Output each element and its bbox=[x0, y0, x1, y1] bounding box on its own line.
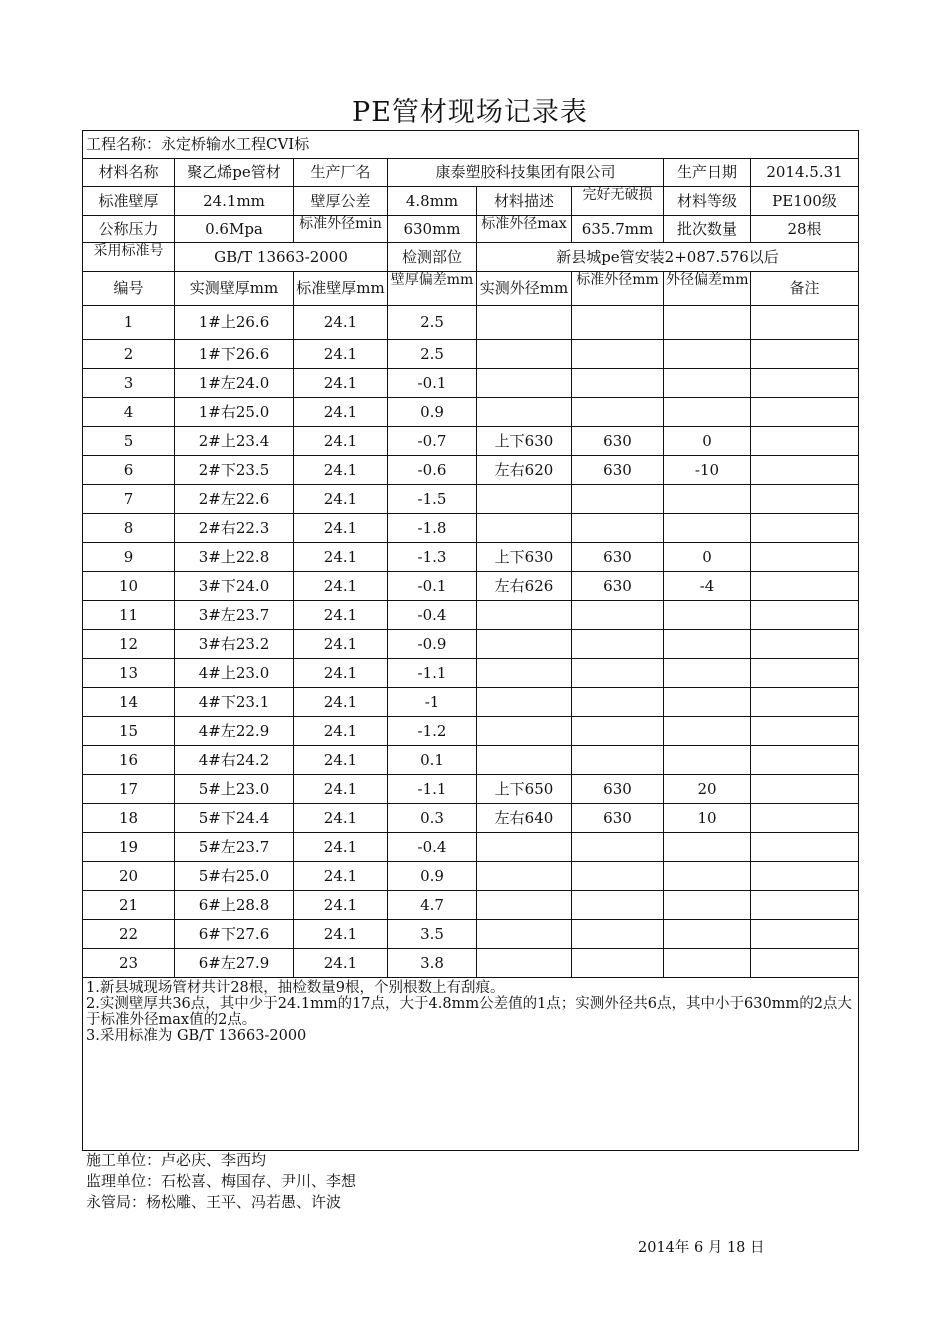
cell-remarks bbox=[751, 804, 859, 833]
cell-od-deviation bbox=[664, 891, 751, 920]
table-row bbox=[83, 543, 859, 572]
table-row bbox=[83, 659, 859, 688]
cell-std-wall: 24.1 bbox=[294, 949, 388, 978]
cell-measured-od bbox=[477, 862, 572, 891]
cell-wall-deviation: -1.1 bbox=[388, 659, 477, 688]
cell-std-od bbox=[572, 862, 664, 891]
cell-wall-deviation: 3.5 bbox=[388, 920, 477, 949]
cell-measured-od bbox=[477, 398, 572, 427]
od-min: 630mm bbox=[388, 216, 477, 243]
cell-od-deviation: 20 bbox=[664, 775, 751, 804]
cell-measured-wall: 6#上28.8 bbox=[175, 891, 294, 920]
cell-measured-wall: 3#右23.2 bbox=[175, 630, 294, 659]
cell-std-wall: 24.1 bbox=[294, 369, 388, 398]
cell-no: 1 bbox=[83, 306, 175, 340]
manufacturer: 康泰塑胶科技集团有限公司 bbox=[388, 159, 664, 187]
cell-no: 14 bbox=[83, 688, 175, 717]
cell-std-wall: 24.1 bbox=[294, 427, 388, 456]
cell-std-od bbox=[572, 920, 664, 949]
cell-std-od: 630 bbox=[572, 543, 664, 572]
cell-no: 13 bbox=[83, 659, 175, 688]
pressure: 0.6Mpa bbox=[175, 216, 294, 243]
header-no: 编号 bbox=[83, 272, 175, 306]
cell-measured-wall: 4#左22.9 bbox=[175, 717, 294, 746]
cell-no: 18 bbox=[83, 804, 175, 833]
cell-std-wall: 24.1 bbox=[294, 717, 388, 746]
table-row bbox=[83, 369, 859, 398]
cell-measured-od bbox=[477, 746, 572, 775]
cell-std-wall: 24.1 bbox=[294, 862, 388, 891]
cell-no: 7 bbox=[83, 485, 175, 514]
table-row bbox=[83, 688, 859, 717]
cell-od-deviation bbox=[664, 630, 751, 659]
cell-no: 20 bbox=[83, 862, 175, 891]
cell-wall-deviation: 2.5 bbox=[388, 306, 477, 340]
cell-measured-wall: 1#上26.6 bbox=[175, 306, 294, 340]
cell-std-od: 630 bbox=[572, 572, 664, 601]
cell-std-od bbox=[572, 306, 664, 340]
cell-std-od: 630 bbox=[572, 427, 664, 456]
note-1: 1.新县城现场管材共计28根，抽检数量9根，个别根数上有刮痕。 bbox=[86, 980, 505, 996]
table-row bbox=[83, 427, 859, 456]
cell-std-wall: 24.1 bbox=[294, 804, 388, 833]
cell-wall-deviation: -1 bbox=[388, 688, 477, 717]
signature-section bbox=[86, 1150, 356, 1213]
wall-tol-label: 壁厚公差 bbox=[294, 187, 388, 216]
standard: GB/T 13663-2000 bbox=[175, 243, 388, 272]
cell-wall-deviation: 0.1 bbox=[388, 746, 477, 775]
cell-remarks bbox=[751, 833, 859, 862]
cell-no: 8 bbox=[83, 514, 175, 543]
cell-remarks bbox=[751, 891, 859, 920]
cell-no: 17 bbox=[83, 775, 175, 804]
location-label: 检测部位 bbox=[388, 243, 477, 272]
table-row bbox=[83, 920, 859, 949]
cell-measured-wall: 4#下23.1 bbox=[175, 688, 294, 717]
cell-wall-deviation: -0.4 bbox=[388, 601, 477, 630]
batch-label: 批次数量 bbox=[664, 216, 751, 243]
cell-std-od: 630 bbox=[572, 456, 664, 485]
cell-std-od bbox=[572, 659, 664, 688]
water-bureau: 永管局：杨松雕、王平、冯若愚、许波 bbox=[86, 1193, 342, 1211]
cell-measured-od: 左右640 bbox=[477, 804, 572, 833]
cell-no: 12 bbox=[83, 630, 175, 659]
cell-std-od bbox=[572, 340, 664, 369]
cell-remarks bbox=[751, 949, 859, 978]
cell-od-deviation bbox=[664, 746, 751, 775]
header-wall-deviation: 壁厚偏差mm bbox=[388, 272, 477, 306]
page-title: PE管材现场记录表 bbox=[352, 97, 588, 128]
cell-remarks bbox=[751, 456, 859, 485]
material-grade: PE100级 bbox=[751, 187, 859, 216]
table-row bbox=[83, 862, 859, 891]
cell-measured-wall: 4#上23.0 bbox=[175, 659, 294, 688]
cell-measured-od bbox=[477, 369, 572, 398]
header-std-wall: 标准壁厚mm bbox=[294, 272, 388, 306]
cell-od-deviation: -4 bbox=[664, 572, 751, 601]
cell-wall-deviation: -0.9 bbox=[388, 630, 477, 659]
cell-wall-deviation: 0.9 bbox=[388, 862, 477, 891]
od-max: 635.7mm bbox=[572, 216, 664, 243]
cell-od-deviation bbox=[664, 862, 751, 891]
table-row bbox=[83, 949, 859, 978]
cell-measured-od bbox=[477, 514, 572, 543]
cell-std-od bbox=[572, 717, 664, 746]
material-desc: 完好无破损 bbox=[572, 187, 664, 216]
cell-remarks bbox=[751, 398, 859, 427]
cell-std-wall: 24.1 bbox=[294, 306, 388, 340]
table-row bbox=[83, 398, 859, 427]
cell-measured-wall: 5#右25.0 bbox=[175, 862, 294, 891]
cell-no: 9 bbox=[83, 543, 175, 572]
cell-wall-deviation: -0.1 bbox=[388, 572, 477, 601]
cell-std-wall: 24.1 bbox=[294, 398, 388, 427]
cell-od-deviation bbox=[664, 340, 751, 369]
header-od-deviation: 外径偏差mm bbox=[664, 272, 751, 306]
table-row bbox=[83, 601, 859, 630]
cell-remarks bbox=[751, 514, 859, 543]
material-grade-label: 材料等级 bbox=[664, 187, 751, 216]
cell-no: 10 bbox=[83, 572, 175, 601]
cell-remarks bbox=[751, 688, 859, 717]
cell-measured-wall: 5#上23.0 bbox=[175, 775, 294, 804]
cell-remarks bbox=[751, 659, 859, 688]
cell-measured-od bbox=[477, 306, 572, 340]
cell-no: 19 bbox=[83, 833, 175, 862]
std-wall: 24.1mm bbox=[175, 187, 294, 216]
cell-std-wall: 24.1 bbox=[294, 891, 388, 920]
construction-unit: 施工单位：卢必庆、李西均 bbox=[86, 1151, 267, 1169]
cell-std-wall: 24.1 bbox=[294, 543, 388, 572]
cell-measured-od bbox=[477, 340, 572, 369]
record-table bbox=[82, 130, 859, 1151]
batch: 28根 bbox=[751, 216, 859, 243]
cell-measured-od: 上下630 bbox=[477, 427, 572, 456]
cell-wall-deviation: 0.9 bbox=[388, 398, 477, 427]
cell-remarks bbox=[751, 775, 859, 804]
cell-od-deviation: 0 bbox=[664, 543, 751, 572]
cell-std-od bbox=[572, 398, 664, 427]
cell-wall-deviation: -0.4 bbox=[388, 833, 477, 862]
table-row bbox=[83, 630, 859, 659]
cell-measured-od bbox=[477, 833, 572, 862]
cell-std-od bbox=[572, 485, 664, 514]
table-row bbox=[83, 572, 859, 601]
cell-od-deviation bbox=[664, 659, 751, 688]
cell-od-deviation bbox=[664, 601, 751, 630]
cell-no: 16 bbox=[83, 746, 175, 775]
material-name: 聚乙烯pe管材 bbox=[175, 159, 294, 187]
supervision-unit: 监理单位：石松喜、梅国存、尹川、李想 bbox=[86, 1172, 357, 1190]
table-row bbox=[83, 717, 859, 746]
cell-measured-wall: 5#下24.4 bbox=[175, 804, 294, 833]
cell-remarks bbox=[751, 306, 859, 340]
cell-std-od bbox=[572, 891, 664, 920]
cell-measured-wall: 2#左22.6 bbox=[175, 485, 294, 514]
cell-std-wall: 24.1 bbox=[294, 572, 388, 601]
cell-measured-od: 上下650 bbox=[477, 775, 572, 804]
cell-std-wall: 24.1 bbox=[294, 456, 388, 485]
material-name-label: 材料名称 bbox=[83, 159, 175, 187]
cell-od-deviation bbox=[664, 485, 751, 514]
cell-std-wall: 24.1 bbox=[294, 601, 388, 630]
cell-std-wall: 24.1 bbox=[294, 775, 388, 804]
cell-measured-wall: 3#左23.7 bbox=[175, 601, 294, 630]
cell-measured-wall: 6#下27.6 bbox=[175, 920, 294, 949]
cell-no: 3 bbox=[83, 369, 175, 398]
cell-measured-od: 左右626 bbox=[477, 572, 572, 601]
cell-measured-wall: 2#下23.5 bbox=[175, 456, 294, 485]
cell-std-od bbox=[572, 688, 664, 717]
cell-std-wall: 24.1 bbox=[294, 746, 388, 775]
table-row bbox=[83, 306, 859, 340]
cell-wall-deviation: -0.1 bbox=[388, 369, 477, 398]
table-row bbox=[83, 485, 859, 514]
cell-remarks bbox=[751, 485, 859, 514]
table-row bbox=[83, 804, 859, 833]
cell-remarks bbox=[751, 717, 859, 746]
cell-std-wall: 24.1 bbox=[294, 659, 388, 688]
sign-date: 2014年 6 月 18 日 bbox=[638, 1240, 765, 1256]
cell-remarks bbox=[751, 862, 859, 891]
cell-std-wall: 24.1 bbox=[294, 514, 388, 543]
cell-std-wall: 24.1 bbox=[294, 485, 388, 514]
cell-od-deviation: -10 bbox=[664, 456, 751, 485]
std-wall-label: 标准壁厚 bbox=[83, 187, 175, 216]
cell-wall-deviation: 4.7 bbox=[388, 891, 477, 920]
cell-std-od bbox=[572, 369, 664, 398]
cell-std-od bbox=[572, 949, 664, 978]
cell-measured-od bbox=[477, 601, 572, 630]
cell-wall-deviation: 3.8 bbox=[388, 949, 477, 978]
table-row bbox=[83, 514, 859, 543]
cell-remarks bbox=[751, 601, 859, 630]
table-row bbox=[83, 775, 859, 804]
cell-od-deviation bbox=[664, 920, 751, 949]
cell-wall-deviation: -1.8 bbox=[388, 514, 477, 543]
header-std-od: 标准外径mm bbox=[572, 272, 664, 306]
cell-remarks bbox=[751, 369, 859, 398]
cell-measured-od: 上下630 bbox=[477, 543, 572, 572]
cell-std-od bbox=[572, 630, 664, 659]
cell-od-deviation: 0 bbox=[664, 427, 751, 456]
cell-no: 2 bbox=[83, 340, 175, 369]
cell-od-deviation bbox=[664, 717, 751, 746]
cell-measured-wall: 1#右25.0 bbox=[175, 398, 294, 427]
cell-no: 4 bbox=[83, 398, 175, 427]
cell-remarks bbox=[751, 543, 859, 572]
cell-od-deviation bbox=[664, 833, 751, 862]
table-row bbox=[83, 833, 859, 862]
cell-no: 11 bbox=[83, 601, 175, 630]
cell-measured-od bbox=[477, 717, 572, 746]
table-row bbox=[83, 456, 859, 485]
cell-wall-deviation: -1.1 bbox=[388, 775, 477, 804]
cell-std-od bbox=[572, 833, 664, 862]
note-3: 3.采用标准为 GB/T 13663-2000 bbox=[86, 1027, 307, 1044]
material-desc-label: 材料描述 bbox=[477, 187, 572, 216]
cell-measured-od bbox=[477, 485, 572, 514]
cell-measured-wall: 2#右22.3 bbox=[175, 514, 294, 543]
standard-label: 采用标准号 bbox=[83, 243, 175, 272]
note-2: 2.实测壁厚共36点，其中少于24.1mm的17点，大于4.8mm公差值的1点；实测外径共6点，其中小于630mm的2点大于标准外径max值的2点。 bbox=[86, 995, 852, 1028]
cell-std-wall: 24.1 bbox=[294, 340, 388, 369]
od-min-label: 标准外径min bbox=[294, 216, 388, 243]
location: 新县城pe管安装2+087.576以后 bbox=[477, 243, 859, 272]
cell-wall-deviation: -1.2 bbox=[388, 717, 477, 746]
cell-no: 21 bbox=[83, 891, 175, 920]
cell-remarks bbox=[751, 746, 859, 775]
cell-od-deviation bbox=[664, 949, 751, 978]
cell-measured-od bbox=[477, 949, 572, 978]
cell-od-deviation: 10 bbox=[664, 804, 751, 833]
cell-measured-od bbox=[477, 891, 572, 920]
od-max-label: 标准外径max bbox=[477, 216, 572, 243]
cell-od-deviation bbox=[664, 514, 751, 543]
cell-measured-wall: 1#左24.0 bbox=[175, 369, 294, 398]
cell-wall-deviation: 0.3 bbox=[388, 804, 477, 833]
cell-wall-deviation: 2.5 bbox=[388, 340, 477, 369]
cell-remarks bbox=[751, 340, 859, 369]
cell-no: 22 bbox=[83, 920, 175, 949]
cell-measured-wall: 2#上23.4 bbox=[175, 427, 294, 456]
pressure-label: 公称压力 bbox=[83, 216, 175, 243]
cell-std-od bbox=[572, 514, 664, 543]
cell-std-od: 630 bbox=[572, 804, 664, 833]
cell-od-deviation bbox=[664, 306, 751, 340]
cell-wall-deviation: -0.6 bbox=[388, 456, 477, 485]
cell-measured-od bbox=[477, 659, 572, 688]
cell-remarks bbox=[751, 427, 859, 456]
cell-std-od: 630 bbox=[572, 775, 664, 804]
cell-wall-deviation: -0.7 bbox=[388, 427, 477, 456]
wall-tol: 4.8mm bbox=[388, 187, 477, 216]
cell-std-wall: 24.1 bbox=[294, 630, 388, 659]
cell-std-wall: 24.1 bbox=[294, 833, 388, 862]
cell-no: 5 bbox=[83, 427, 175, 456]
cell-measured-od bbox=[477, 630, 572, 659]
prod-date-label: 生产日期 bbox=[664, 159, 751, 187]
notes-section bbox=[83, 978, 859, 1151]
cell-std-wall: 24.1 bbox=[294, 688, 388, 717]
cell-std-wall: 24.1 bbox=[294, 920, 388, 949]
cell-measured-od bbox=[477, 688, 572, 717]
cell-measured-wall: 3#上22.8 bbox=[175, 543, 294, 572]
table-row bbox=[83, 891, 859, 920]
header-measured-od: 实测外径mm bbox=[477, 272, 572, 306]
cell-measured-wall: 3#下24.0 bbox=[175, 572, 294, 601]
cell-no: 6 bbox=[83, 456, 175, 485]
header-measured-wall: 实测壁厚mm bbox=[175, 272, 294, 306]
cell-remarks bbox=[751, 572, 859, 601]
cell-measured-wall: 5#左23.7 bbox=[175, 833, 294, 862]
cell-no: 15 bbox=[83, 717, 175, 746]
manufacturer-label: 生产厂名 bbox=[294, 159, 388, 187]
cell-remarks bbox=[751, 920, 859, 949]
cell-od-deviation bbox=[664, 369, 751, 398]
cell-wall-deviation: -1.5 bbox=[388, 485, 477, 514]
table-row bbox=[83, 340, 859, 369]
cell-od-deviation bbox=[664, 688, 751, 717]
cell-measured-od bbox=[477, 920, 572, 949]
cell-od-deviation bbox=[664, 398, 751, 427]
prod-date: 2014.5.31 bbox=[751, 159, 859, 187]
header-remarks: 备注 bbox=[751, 272, 859, 306]
cell-remarks bbox=[751, 630, 859, 659]
cell-measured-wall: 1#下26.6 bbox=[175, 340, 294, 369]
cell-measured-wall: 4#右24.2 bbox=[175, 746, 294, 775]
cell-measured-wall: 6#左27.9 bbox=[175, 949, 294, 978]
table-row bbox=[83, 746, 859, 775]
cell-measured-od: 左右620 bbox=[477, 456, 572, 485]
cell-no: 23 bbox=[83, 949, 175, 978]
cell-wall-deviation: -1.3 bbox=[388, 543, 477, 572]
cell-std-od bbox=[572, 746, 664, 775]
cell-std-od bbox=[572, 601, 664, 630]
project-name: 工程名称：永定桥输水工程CVI标 bbox=[83, 131, 859, 159]
